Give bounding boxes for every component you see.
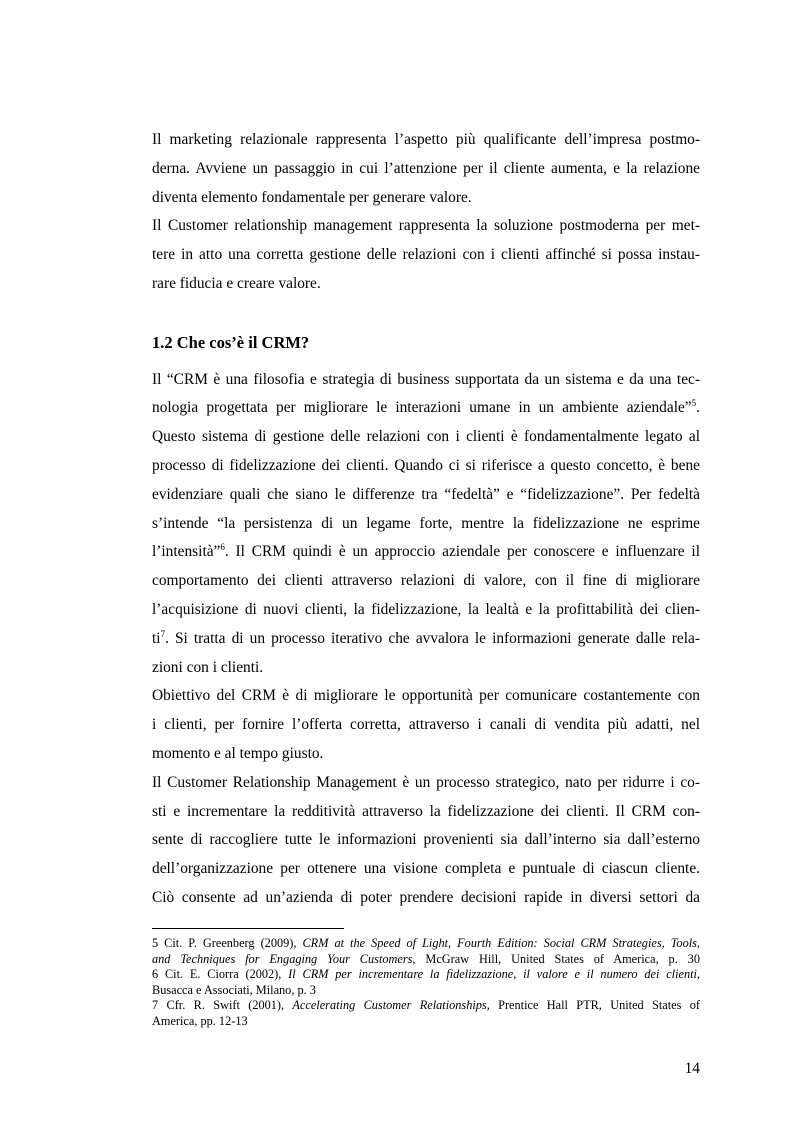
text-line: processo di fidelizzazione dei clienti. Quando ci si riferisce a questo concetto, è bene bbox=[152, 456, 700, 474]
footnote-line: 7 Cfr. R. Swift (2001), Accelerating Customer Relationships, Prentice Hall PTR, United States of bbox=[152, 998, 700, 1013]
text-line: evidenziare quali che siano le differenze tra “fedeltà” e “fidelizzazione”. Per fedeltà bbox=[152, 485, 700, 503]
text-line: zioni con i clienti. bbox=[152, 658, 264, 676]
text-line: Ciò consente ad un’azienda di poter prendere decisioni rapide in diversi settori da bbox=[152, 888, 700, 906]
text-line: sente di raccogliere tutte le informazioni provenienti sia dall’interno sia dall’esterno bbox=[152, 831, 700, 849]
text-line: s’intende “la persistenza di un legame forte, mentre la fidelizzazione ne esprime bbox=[152, 514, 700, 532]
text-line: $ti^7$. Si tratta di un processo iterativo che avvalora le informazioni generate dalle rela- bbox=[152, 628, 700, 647]
text-line: comportamento dei clienti attraverso relazioni di valore, con il fine di migliorare bbox=[152, 572, 700, 590]
footnote-line: America, pp. 12-13 bbox=[152, 1013, 248, 1028]
text-line: tere in atto una corretta gestione delle relazioni con i clienti affinché si possa instau- bbox=[152, 246, 700, 264]
text-line: sti e incrementare la redditività attraverso la fidelizzazione dei clienti. Il CRM con- bbox=[152, 802, 700, 820]
text-line: momento e al tempo giusto. bbox=[152, 744, 324, 762]
text-line: dell’organizzazione per ottenere una visione completa e puntuale di ciascun cliente. bbox=[152, 860, 700, 878]
text-line: nologia progettata per migliorare le interazioni umane in un ambiente aziendale”$^5$. bbox=[152, 398, 700, 417]
intro-paragraphs bbox=[152, 126, 700, 299]
text-line: Il Customer relationship management rappresenta la soluzione postmoderna per met- bbox=[152, 217, 700, 235]
text-line: Obiettivo del CRM è di migliorare le opportunità per comunicare costantemente con bbox=[152, 687, 700, 705]
text-line: Questo sistema di gestione delle relazioni con i clienti è fondamentalmente legato al bbox=[152, 428, 700, 446]
text-line: i clienti, per fornire l’offerta corretta, attraverso i canali di vendita più adatti, nel bbox=[152, 716, 700, 734]
main-text bbox=[152, 126, 700, 913]
footnote-ref: 5 bbox=[691, 398, 697, 409]
footnote-line: and Techniques for Engaging Your Customers, McGraw Hill, United States of America, p. 30 bbox=[152, 951, 700, 966]
footnote-separator bbox=[152, 928, 344, 929]
text-line: Il marketing relazionale rappresenta l’aspetto più qualificante dell’impresa postmo- bbox=[152, 131, 700, 148]
footnote-line: Busacca e Associati, Milano, p. 3 bbox=[152, 982, 316, 997]
text-line: derna. Avviene un passaggio in cui l’attenzione per il cliente aumenta, e la relazione bbox=[152, 159, 700, 177]
body-paragraphs bbox=[152, 366, 700, 913]
text-line: l’intensità”$^6$. Il CRM quindi è un approccio aziendale per conoscere e influenzare il bbox=[152, 542, 700, 561]
text-line: diventa elemento fondamentale per generare valore. bbox=[152, 188, 472, 206]
text-line: Il Customer Relationship Management è un processo strategico, nato per ridurre i co- bbox=[152, 773, 700, 791]
footnote-ref: 6 bbox=[220, 542, 225, 553]
section-heading: 1.2 Che cos’è il CRM? bbox=[152, 332, 310, 352]
footnote-ref: 7 bbox=[160, 628, 166, 639]
text-line: l’acquisizione di nuovi clienti, la fidelizzazione, la lealtà e la profittabilità dei clien- bbox=[152, 600, 700, 618]
footnotes bbox=[152, 936, 700, 1030]
page-number: 14 bbox=[684, 1060, 700, 1077]
footnote-line: 5 Cit. P. Greenberg (2009), CRM at the Speed of Light, Fourth Edition: Social CRM Strategies, Tools, bbox=[152, 936, 700, 950]
text-line: Il “CRM è una filosofia e strategia di business supportata da un sistema e da una tec- bbox=[152, 370, 700, 388]
footnote-line: 6 Cit. E. Ciorra (2002), Il CRM per incrementare la fidelizzazione, il valore e il numero dei clienti, bbox=[152, 967, 700, 982]
text-line: rare fiducia e creare valore. bbox=[152, 274, 321, 292]
